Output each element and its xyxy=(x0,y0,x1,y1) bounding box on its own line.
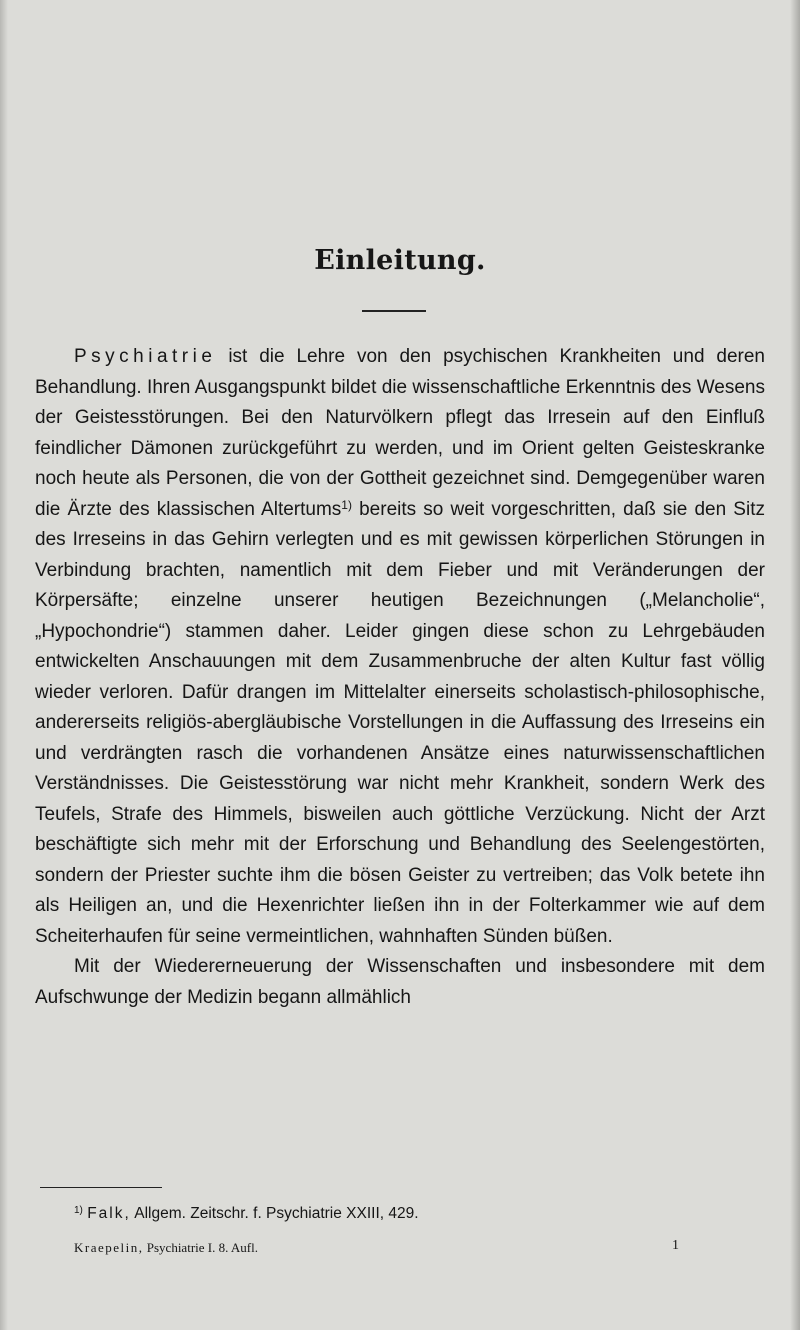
footnote-divider xyxy=(40,1187,162,1188)
footnote-reference-text: Allgem. Zeitschr. f. Psychiatrie XXIII, 429. xyxy=(130,1205,419,1222)
signature-author: Kraepelin, xyxy=(74,1240,144,1255)
page-edge-right xyxy=(790,0,800,1330)
sheet-number: 1 xyxy=(672,1238,679,1253)
footnote xyxy=(74,1205,419,1223)
chapter-title: Einleitung. xyxy=(314,245,486,276)
title-divider xyxy=(362,310,426,312)
paragraph-1-text-a: ist die Lehre von den psychischen Krankheiten und deren Behandlung. Ihren Ausgangspunkt bildet die wissenschaftliche Erkenntnis des Wesens der Geistesstörungen. Bei den Naturvölkern pflegt das Irresein auf den Einfluß feindlicher Dämonen zurückgeführt zu werden, und im Orient gelten Geisteskranke noch heute als Personen, die von der Gottheit gezeichnet sind. Demgegenüber waren die Ärzte des klassischen Altertums xyxy=(35,346,765,520)
page-edge-left xyxy=(0,0,8,1330)
footnote-reference: 1) xyxy=(341,497,352,512)
sheet-signature xyxy=(74,1240,258,1256)
footnote-marker: 1) xyxy=(74,1205,83,1216)
lead-word: Psychiatrie xyxy=(74,346,217,367)
footnote-author: Falk, xyxy=(87,1205,131,1222)
signature-work: Psychiatrie I. 8. Aufl. xyxy=(143,1240,258,1255)
paragraph-1 xyxy=(35,342,765,952)
chapter-body xyxy=(35,342,765,1013)
paragraph-2: Mit der Wiedererneuerung der Wissenschaften und insbesondere mit dem Aufschwunge der Medizin begann allmählich xyxy=(35,956,765,1008)
paragraph-1-text-b: bereits so weit vorgeschritten, daß sie den Sitz des Irreseins in das Gehirn verlegten und es mit gewissen körperlichen Störungen in Verbindung brachten, namentlich mit dem Fieber und mit Veränderungen der Körpersäfte; einzelne unserer heutigen Bezeichnungen („Melancholie“, „Hypochondrie“) stammen daher. Leider gingen diese schon zu Lehrgebäuden entwickelten Anschauungen mit dem Zusammenbruche der alten Kultur fast völlig wieder verloren. Dafür drangen im Mittelalter einerseits scholastisch-philosophische, andererseits religiös-abergläubische Vorstellungen in die Auffassung des Irreseins ein und verdrängten rasch die vorhandenen Ansätze eines naturwissenschaftlichen Verständnisses. Die Geistesstörung war nicht mehr Krankheit, sondern Werk des Teufels, Strafe des Himmels, bisweilen auch göttliche Verzückung. Nicht der Arzt beschäftigte sich mehr mit der Erforschung und Behandlung des Seelengestörten, sondern der Priester suchte ihm die bösen Geister zu vertreiben; das Volk betete ihn als Heiligen an, und die Hexenrichter ließen ihn in der Folterkammer wie auf dem Scheiterhaufen für seine vermeintlichen, wahnhaften Sünden büßen. xyxy=(35,498,765,947)
